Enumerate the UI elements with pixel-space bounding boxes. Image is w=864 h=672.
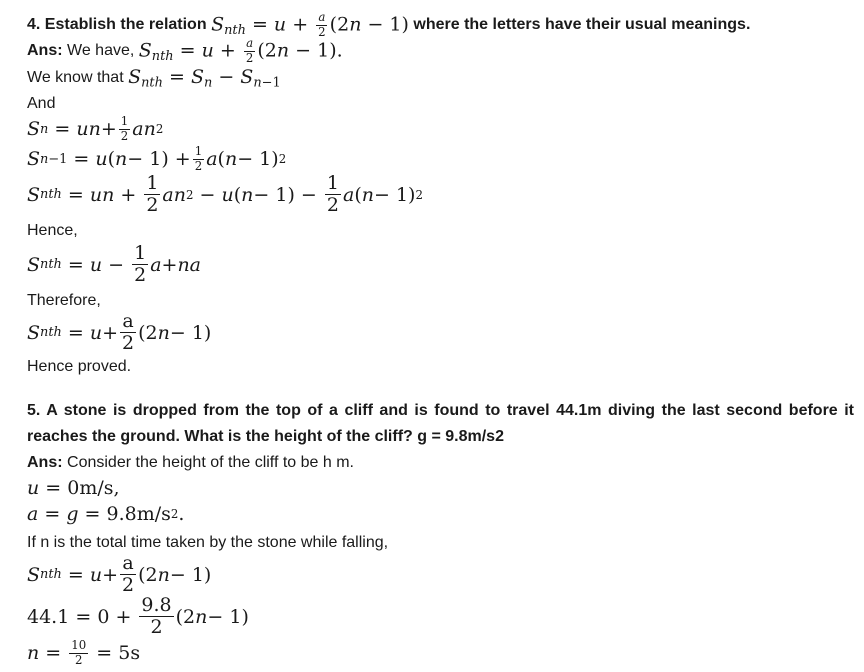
q5-eq-n: n = $\frac{10}{2}$ = 5s [27, 638, 141, 667]
q4-know-line [27, 66, 281, 91]
q5-eq-snth: S nth = u + $\frac{a}{2}$ (2 n − 1) [27, 552, 212, 596]
q5-g-value: 9.8m/s [106, 503, 171, 525]
q4-hence: Hence, [27, 222, 78, 239]
q4-know-text: We know that [27, 69, 124, 87]
q4-proved: Hence proved. [27, 358, 132, 375]
q4-ans-label: Ans: [27, 42, 63, 60]
q5-ans-text: Consider the height of the cliff to be h m. [67, 454, 354, 471]
q5-eq-a: a = g = 9.8m/s 2 . [27, 503, 185, 525]
q4-eq-sn: S n = un + $\frac{1}{2}$ an 2 [27, 114, 164, 143]
q5-98: 9.8 [141, 594, 172, 616]
q5-ans-label: Ans: [27, 454, 63, 471]
q4-eq-snth-simplified: S nth = u − $\frac{1}{2}$ a + na [27, 242, 202, 286]
q5-eq-substituted: 44.1 = 0 + $\frac{9.8}{2}$ (2 n − 1) [27, 594, 249, 638]
q4-and: And [27, 95, 56, 112]
q4-ans-formula: $S_{nth} = u$ + $\frac{a}{2}$ (2n − 1). [138, 36, 343, 65]
q5-10: 10 [71, 638, 87, 652]
q4-ans-text: We have, [67, 42, 135, 60]
q4-eq-final: S nth = u + $\frac{a}{2}$ (2 n − 1) [27, 310, 212, 354]
q5-answer-line [27, 454, 354, 472]
q5-eq-u: u = 0m/s, [27, 477, 120, 499]
q4-eq-snth-expansion: S nth = un + $\frac{1}{2}$ an 2 − u ( n − 1) − $\frac{1}{2}$ a ( n − 1) 2 [27, 172, 423, 216]
q4-therefore: Therefore, [27, 292, 101, 309]
q4-eq-sn-minus-1: S n−1 = u ( n − 1) + $\frac{1}{2}$ a ( n − 1) 2 [27, 144, 287, 173]
q5-if-text: If n is the total time taken by the stone while falling, [27, 534, 389, 551]
q5-441: 44.1 [27, 605, 70, 628]
q4-question [27, 12, 750, 39]
q4-answer-line [27, 38, 343, 65]
q5-5s: 5s [118, 642, 141, 665]
q5-question: 5. A stone is dropped from the top of a cliff and is found to travel 44.1m diving the last second before it reaches the ground. What is the height of the cliff? g = 9.8m/s2 [27, 402, 854, 445]
q4-question-lead: 4. Establish the relation [27, 16, 207, 34]
q4-know-formula: $S_{nth} = S_n - S_{n-1}$ [128, 66, 281, 91]
q4-heading-formula: $S_{nth} = u$ + $\frac{a}{2}$ (2n − 1) [211, 10, 409, 39]
q4-question-tail: where the letters have their usual meanings. [413, 16, 751, 34]
q5-u-value: 0m/s, [67, 477, 120, 499]
